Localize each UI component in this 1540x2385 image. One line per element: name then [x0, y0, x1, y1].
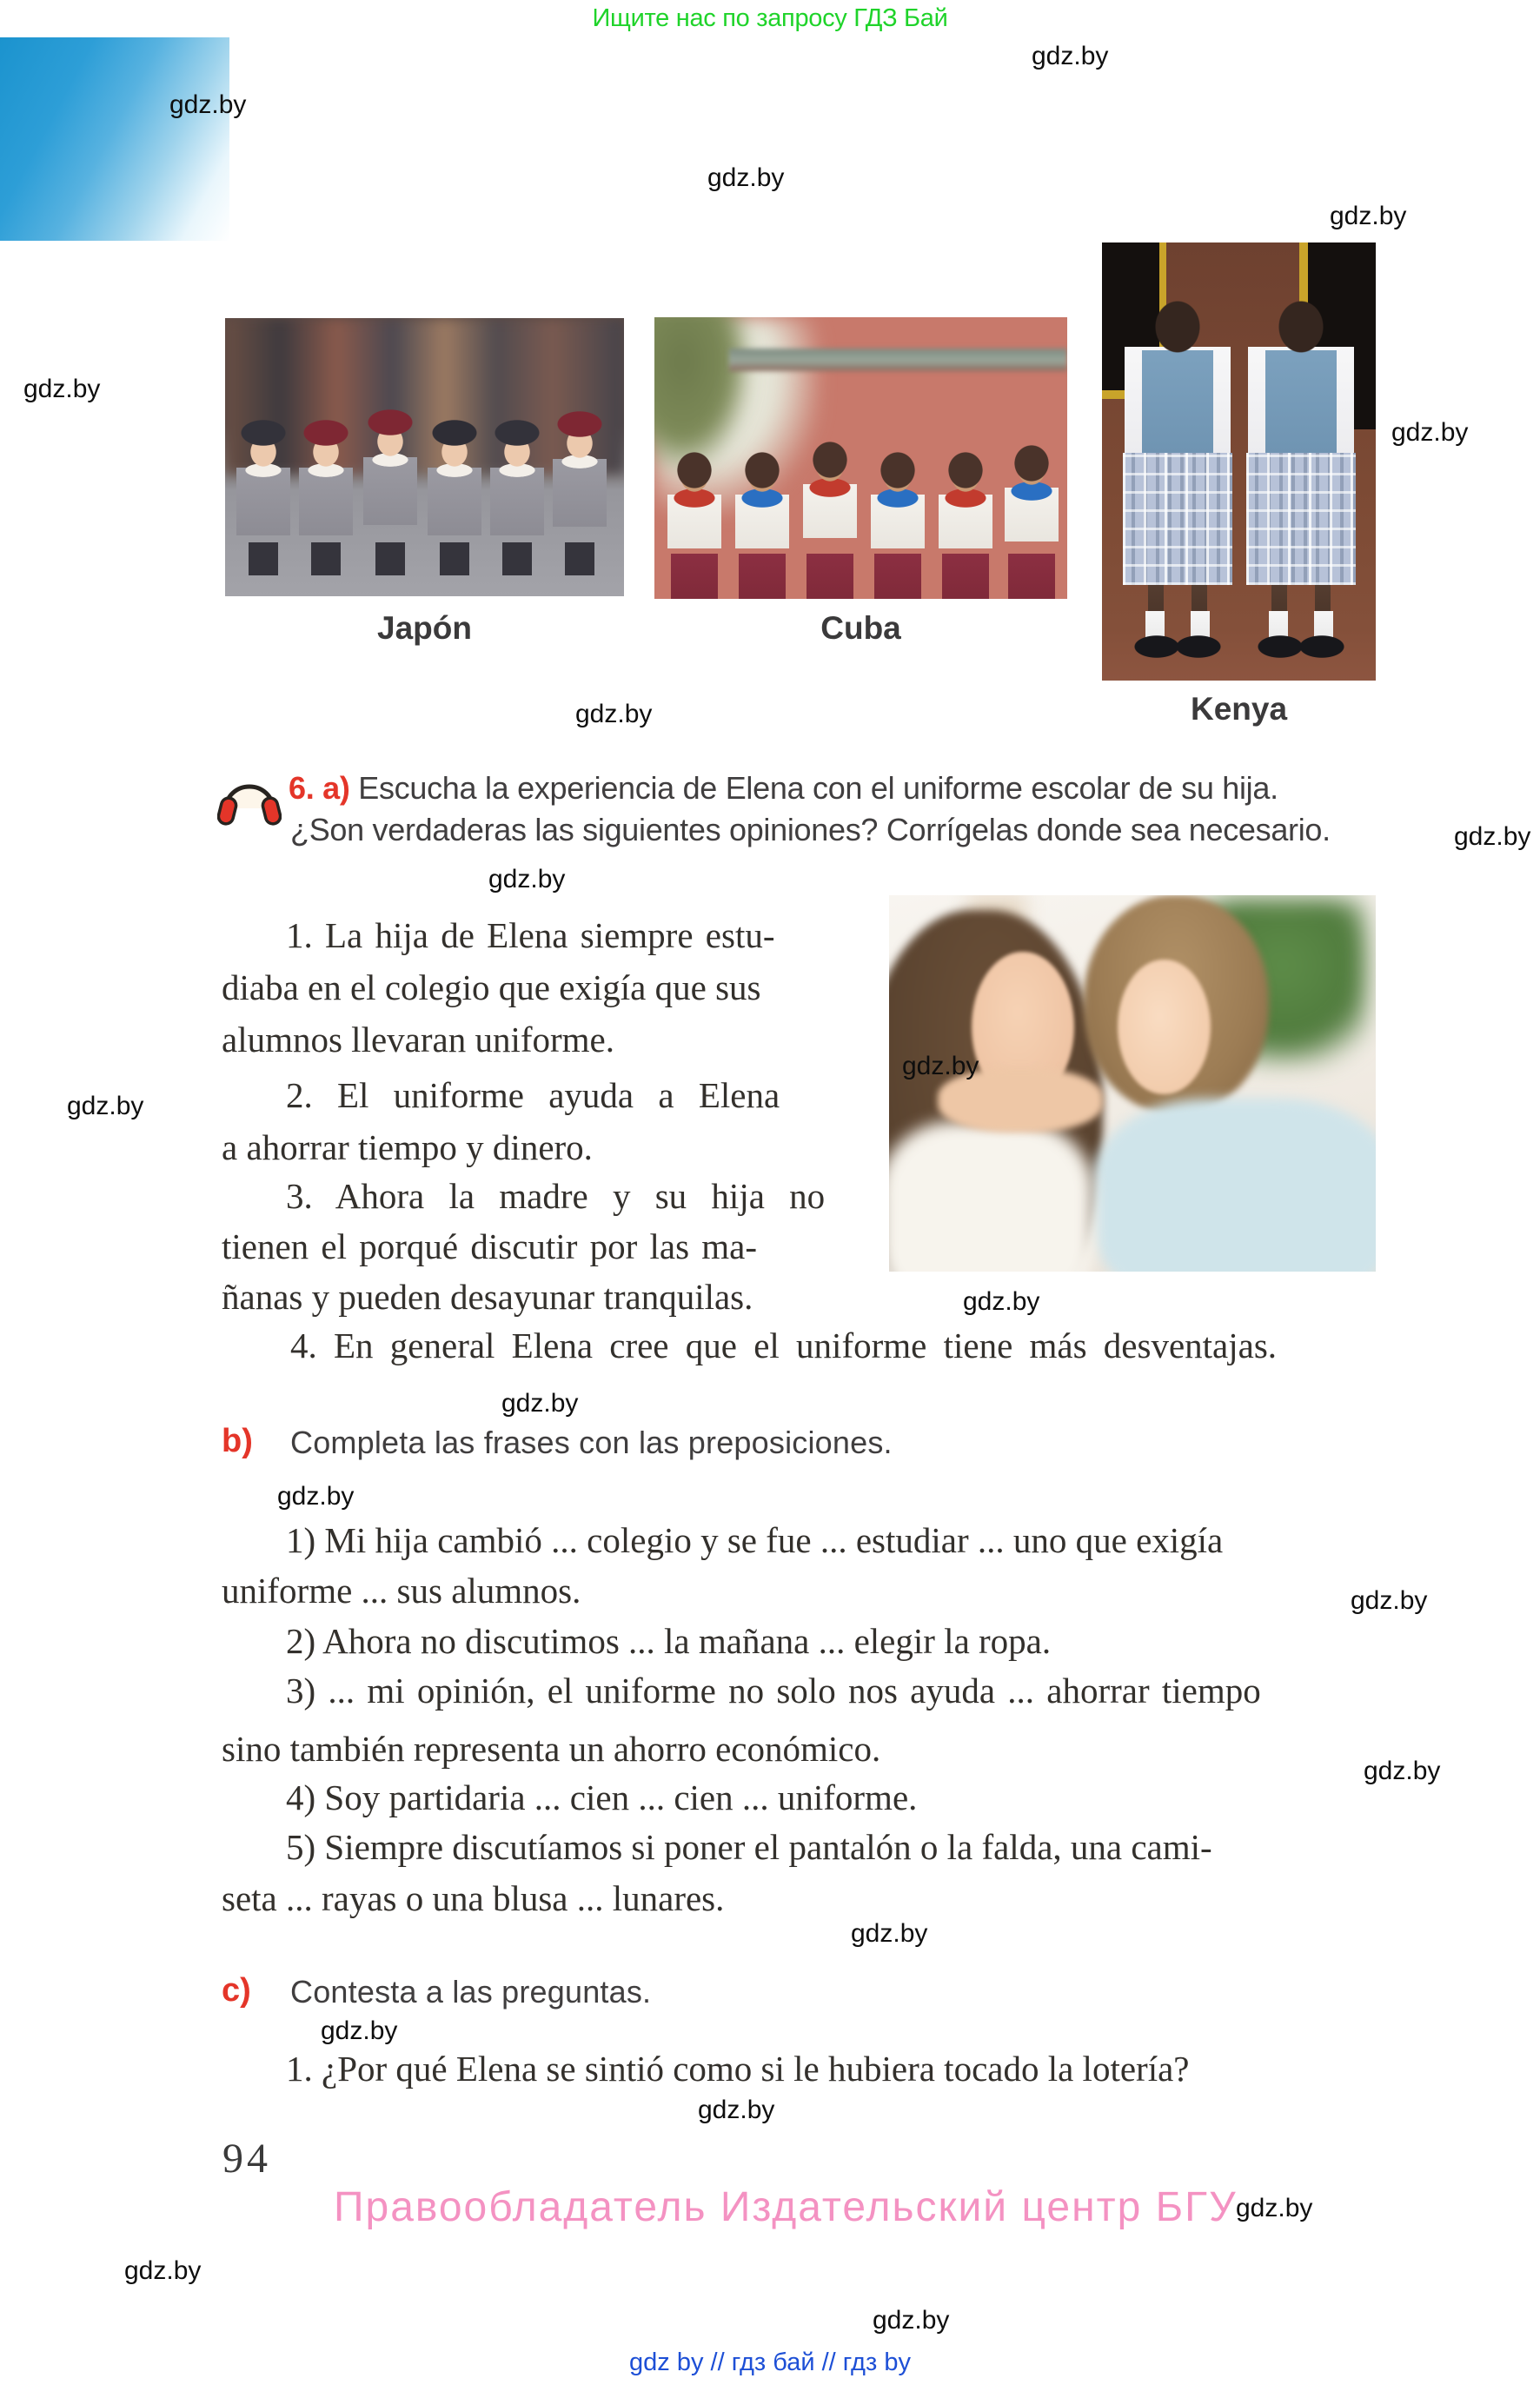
japan-uniform-photo [225, 318, 624, 596]
preposition-line: uniforme ... sus alumnos. [222, 1571, 581, 1611]
cuba-uniform-photo [654, 317, 1067, 599]
watermark: gdz.by [707, 163, 785, 192]
watermark: gdz.by [1236, 2194, 1313, 2222]
watermark: gdz.by [488, 865, 566, 894]
photo-decoration [423, 419, 486, 575]
exercise-part-c-label: c) [222, 1972, 251, 2009]
photo-decoration [795, 439, 865, 599]
exercise-part-b-label: b) [222, 1423, 253, 1459]
exercise-6c-title: Contesta a las preguntas. [290, 1974, 652, 2010]
opinion-line: 3. Ahora la madre y su hija no [286, 1176, 826, 1216]
watermark: gdz.by [169, 90, 247, 119]
photo-decoration [889, 1121, 1093, 1272]
watermark: gdz.by [321, 2016, 398, 2045]
exercise-number: 6. [289, 770, 315, 806]
preposition-line: 4) Soy partidaria ... cien ... cien ... uniforme. [286, 1777, 918, 1817]
photo-decoration [863, 449, 933, 599]
preposition-line: 5) Siempre discutíamos si poner el pantalón o la falda, una cami- [286, 1827, 1212, 1867]
mother-daughter-photo [889, 895, 1376, 1272]
photo-decoration [660, 449, 729, 599]
preposition-line: sino también representa un ahorro económico. [222, 1729, 881, 1769]
photo-decoration [1248, 300, 1354, 455]
photo-decoration [1246, 453, 1356, 585]
watermark: gdz.by [1351, 1586, 1428, 1615]
watermark: gdz.by [1454, 822, 1531, 851]
watermark: gdz.by [277, 1482, 355, 1511]
watermark: gdz.by [67, 1092, 144, 1120]
kenya-uniform-photo [1102, 242, 1376, 681]
photo-decoration [931, 449, 1000, 599]
watermark: gdz.by [698, 2096, 775, 2124]
photo-decoration [295, 419, 357, 575]
cuba-photo-caption: Cuba [820, 610, 901, 646]
watermark: gdz.by [1032, 42, 1109, 70]
watermark: gdz.by [1364, 1757, 1441, 1785]
exercise-6a-instruction-line1 [289, 770, 1278, 807]
photo-decoration [548, 410, 611, 575]
exercise-6a-instruction-line2: ¿Son verdaderas las siguientes opiniones? Corrígelas donde sea necesario. [290, 812, 1331, 847]
opinion-line: 1. La hija de Elena siempre estu- [286, 915, 775, 955]
opinion-line: ñanas y pueden desayunar tranquilas. [222, 1277, 753, 1317]
kenya-photo-caption: Kenya [1190, 691, 1288, 727]
headphones-icon [217, 774, 282, 831]
preposition-line: 2) Ahora no discutimos ... la mañana ... elegir la ropa. [286, 1621, 1052, 1661]
watermark: gdz.by [575, 700, 653, 728]
photo-decoration [1125, 585, 1231, 658]
preposition-line: 3) ... mi opinión, el uniforme no solo nos ayuda ... ahorrar tiempo [286, 1671, 1261, 1711]
watermark: gdz.by [902, 1052, 979, 1080]
photo-decoration [232, 419, 295, 575]
photo-decoration [1248, 585, 1354, 658]
japan-photo-caption: Japón [377, 610, 472, 646]
preposition-line: seta ... rayas o una blusa ... lunares. [222, 1878, 725, 1918]
watermark: gdz.by [873, 2306, 950, 2335]
photo-decoration [727, 449, 797, 599]
watermark: gdz.by [963, 1287, 1040, 1316]
photo-decoration [1125, 300, 1231, 455]
photo-decoration [1125, 300, 1231, 658]
copyright-line: Правообладатель Издательский центр БГУ [334, 2184, 1238, 2230]
exercise-6b-title: Completa las frases con las preposiciones. [290, 1425, 893, 1460]
page-number: 94 [222, 2136, 271, 2182]
opinion-line: diaba en el colegio que exigía que sus [222, 967, 761, 1007]
photo-decoration [1248, 300, 1354, 658]
watermark: gdz.by [124, 2256, 202, 2285]
photo-decoration [729, 349, 1068, 371]
opinion-line: 4. En general Elena cree que el uniforme tiene más desventajas. [290, 1325, 1278, 1365]
instruction-text: Escucha la experiencia de Elena con el uniforme escolar de su hija. [358, 770, 1278, 806]
watermark: gdz.by [23, 375, 101, 403]
photo-decoration [486, 419, 548, 575]
footer-links: gdz by // гдз бай // гдз by [629, 2348, 911, 2376]
opinion-line: a ahorrar tiempo y dinero. [222, 1127, 593, 1167]
preposition-line: 1) Mi hija cambió ... colegio y se fue ... estudiar ... uno que exigía [286, 1520, 1224, 1560]
watermark: gdz.by [1391, 418, 1469, 447]
watermark: gdz.by [1330, 202, 1407, 230]
watermark: gdz.by [851, 1919, 928, 1948]
photo-decoration [997, 442, 1066, 599]
opinion-line: alumnos llevaran uniforme. [222, 1020, 615, 1060]
photo-decoration [654, 317, 750, 469]
opinion-line: 2. El uniforme ayuda a Elena [286, 1075, 780, 1115]
exercise-part-a-label: a) [322, 770, 350, 806]
photo-decoration [1093, 1099, 1376, 1272]
top-search-banner: Ищите нас по запросу ГДЗ Бай [592, 4, 948, 32]
photo-decoration [1123, 453, 1232, 585]
opinion-line: tienen el porqué discutir por las ma- [222, 1226, 758, 1266]
photo-decoration [359, 409, 422, 575]
blue-corner-decoration [0, 37, 229, 241]
photo-decoration [1118, 960, 1210, 1095]
watermark: gdz.by [501, 1389, 579, 1418]
question-line: 1. ¿Por qué Elena se sintió como si le hubiera tocado la lotería? [286, 2049, 1190, 2089]
